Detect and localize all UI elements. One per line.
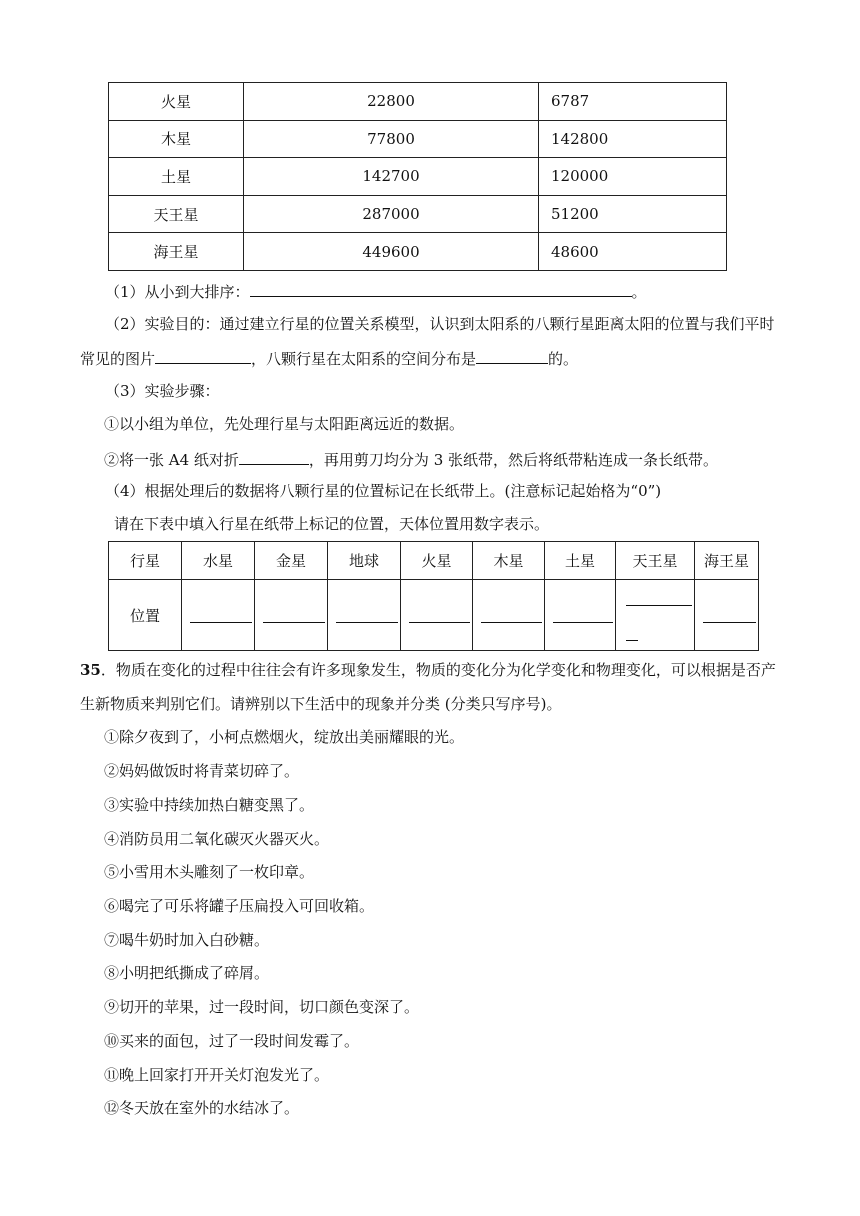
list-item: ②妈妈做饭时将青菜切碎了。 bbox=[104, 762, 300, 780]
table-cell: 77800 bbox=[244, 120, 539, 158]
answer-cell-jupiter[interactable] bbox=[473, 580, 545, 651]
table-row bbox=[109, 83, 727, 121]
answer-cell-uranus[interactable] bbox=[616, 580, 695, 651]
table-cell: 449600 bbox=[244, 233, 539, 271]
list-item: ⑤小雪用木头雕刻了一枚印章。 bbox=[104, 863, 315, 881]
table-cell: 142800 bbox=[539, 120, 727, 158]
list-item: ⑩买来的面包，过了一段时间发霉了。 bbox=[104, 1032, 360, 1050]
table-cell: 木星 bbox=[109, 120, 244, 158]
table-cell: 火星 bbox=[109, 83, 244, 121]
list-item: ④消防员用二氧化碳灭火器灭火。 bbox=[104, 830, 330, 848]
header-cell: 火星 bbox=[401, 542, 473, 580]
list-item: ⑫冬天放在室外的水结冰了。 bbox=[104, 1099, 300, 1117]
planet-distance-table bbox=[108, 82, 727, 271]
list-item: ⑨切开的苹果，过一段时间，切口颜色变深了。 bbox=[104, 998, 420, 1016]
step-2-text-a: ②将一张 A4 纸对折 bbox=[104, 451, 239, 469]
header-cell: 土星 bbox=[545, 542, 616, 580]
table-cell: 142700 bbox=[244, 158, 539, 196]
answer-cell-saturn[interactable] bbox=[545, 580, 616, 651]
question-3-title: （3）实验步骤： bbox=[105, 382, 220, 400]
list-item: ①除夕夜到了，小柯点燃烟火，绽放出美丽耀眼的光。 bbox=[104, 728, 465, 746]
question-2-text-a: 常见的图片 bbox=[80, 350, 156, 368]
table-cell: 海王星 bbox=[109, 233, 244, 271]
question-35-line-2: 生新物质来判别它们。请辨别以下生活中的现象并分类 (分类只写序号)。 bbox=[80, 695, 562, 713]
table-cell: 土星 bbox=[109, 158, 244, 196]
answer-cell-mercury[interactable] bbox=[182, 580, 255, 651]
answer-cell-mars[interactable] bbox=[401, 580, 473, 651]
list-item: ⑦喝牛奶时加入白砂糖。 bbox=[104, 931, 270, 949]
question-2-line-2 bbox=[80, 347, 578, 369]
header-cell: 天王星 bbox=[616, 542, 695, 580]
answer-cell-venus[interactable] bbox=[255, 580, 328, 651]
table-row bbox=[109, 233, 727, 271]
period: 。 bbox=[631, 283, 647, 301]
table-row bbox=[109, 120, 727, 158]
question-35-text: ．物质在变化的过程中往往会有许多现象发生，物质的变化分为化学变化和物理变化，可以根据是否产 bbox=[100, 661, 776, 679]
question-1-text: （1）从小到大排序： bbox=[105, 283, 250, 301]
list-item: ③实验中持续加热白糖变黑了。 bbox=[104, 796, 315, 814]
table-cell: 48600 bbox=[539, 233, 727, 271]
table-cell: 天王星 bbox=[109, 195, 244, 233]
step-2 bbox=[104, 448, 718, 470]
step-1: ①以小组为单位，先处理行星与太阳距离远近的数据。 bbox=[104, 415, 465, 433]
table-header-row bbox=[109, 542, 759, 580]
table-cell: 22800 bbox=[244, 83, 539, 121]
table-row bbox=[109, 158, 727, 196]
answer-cell-neptune[interactable] bbox=[695, 580, 759, 651]
table-cell: 287000 bbox=[244, 195, 539, 233]
table-cell: 51200 bbox=[539, 195, 727, 233]
answer-blank-distribution[interactable] bbox=[476, 347, 548, 364]
header-cell: 地球 bbox=[328, 542, 401, 580]
list-item: ⑪晚上回家打开开关灯泡发光了。 bbox=[104, 1066, 330, 1084]
table-row bbox=[109, 580, 759, 651]
header-cell: 行星 bbox=[109, 542, 182, 580]
question-4-line-2: 请在下表中填入行星在纸带上标记的位置，天体位置用数字表示。 bbox=[114, 515, 550, 533]
answer-blank-picture[interactable] bbox=[155, 347, 251, 364]
question-2-line-1: （2）实验目的：通过建立行星的位置关系模型，认识到太阳系的八颗行星距离太阳的位置与我们平时 bbox=[105, 315, 775, 333]
header-cell: 木星 bbox=[473, 542, 545, 580]
table-cell: 6787 bbox=[539, 83, 727, 121]
question-number: 35 bbox=[80, 661, 101, 679]
question-1 bbox=[105, 280, 647, 302]
list-item: ⑧小明把纸撕成了碎屑。 bbox=[104, 964, 270, 982]
header-cell: 水星 bbox=[182, 542, 255, 580]
list-item: ⑥喝完了可乐将罐子压扁投入可回收箱。 bbox=[104, 897, 375, 915]
planet-position-table bbox=[108, 541, 759, 651]
answer-cell-earth[interactable] bbox=[328, 580, 401, 651]
question-2-text-c: 的。 bbox=[548, 350, 579, 368]
question-35-line-1 bbox=[80, 660, 776, 680]
answer-blank-fold[interactable] bbox=[239, 448, 309, 465]
step-2-text-b: ，再用剪刀均分为 3 张纸带，然后将纸带粘连成一条长纸带。 bbox=[308, 451, 719, 469]
answer-blank-sort[interactable] bbox=[250, 280, 632, 297]
question-2-text-b: ，八颗行星在太阳系的空间分布是 bbox=[251, 350, 477, 368]
header-cell: 海王星 bbox=[695, 542, 759, 580]
table-cell: 120000 bbox=[539, 158, 727, 196]
row-label: 位置 bbox=[109, 580, 182, 651]
header-cell: 金星 bbox=[255, 542, 328, 580]
question-4-line-1: （4）根据处理后的数据将八颗行星的位置标记在长纸带上。(注意标记起始格为“0”) bbox=[105, 482, 662, 500]
table-row bbox=[109, 195, 727, 233]
